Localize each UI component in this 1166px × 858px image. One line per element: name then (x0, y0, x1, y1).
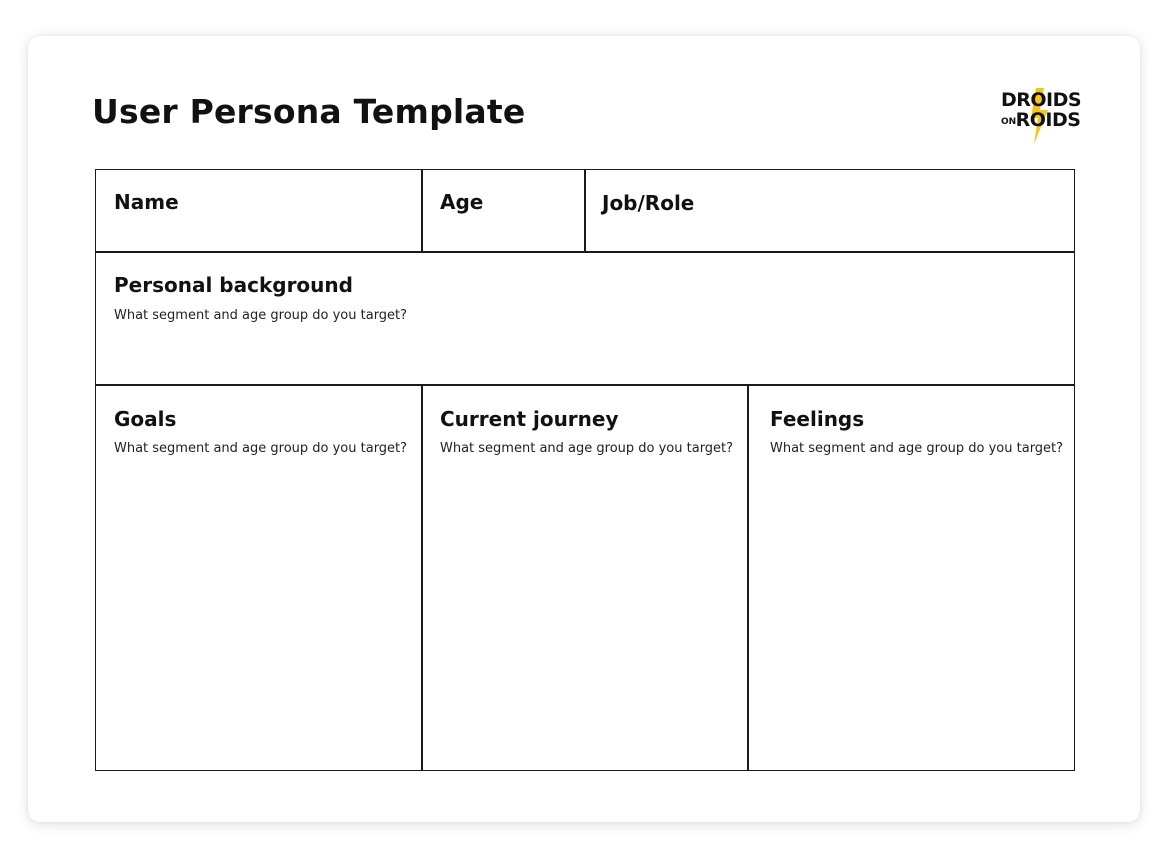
current-journey-cell[interactable] (423, 386, 747, 770)
current-journey-hint: What segment and age group do you target? (440, 441, 734, 456)
personal-background-label: Personal background (114, 273, 353, 297)
personal-background-cell[interactable] (96, 253, 1074, 384)
personal-background-hint: What segment and age group do you target? (114, 308, 408, 323)
feelings-hint: What segment and age group do you target? (770, 441, 1064, 456)
job-role-cell[interactable] (586, 170, 1074, 251)
job-role-label: Job/Role (602, 191, 695, 215)
logo-line2: ROIDS (1015, 109, 1081, 131)
persona-template-card (28, 36, 1140, 822)
logo-line1: DROIDS (1000, 89, 1082, 111)
goals-hint: What segment and age group do you target? (114, 441, 408, 456)
name-label: Name (114, 190, 179, 214)
feelings-cell[interactable] (749, 386, 1074, 770)
page-title: User Persona Template (92, 92, 526, 131)
name-cell[interactable] (96, 170, 421, 251)
logo-line2-small: ON (1001, 117, 1017, 127)
age-label: Age (440, 190, 484, 214)
age-cell[interactable] (423, 170, 584, 251)
goals-cell[interactable] (96, 386, 421, 770)
persona-grid (95, 169, 1075, 771)
current-journey-label: Current journey (440, 407, 619, 431)
feelings-label: Feelings (770, 407, 865, 431)
droids-on-roids-logo (996, 82, 1086, 148)
goals-label: Goals (114, 407, 177, 431)
